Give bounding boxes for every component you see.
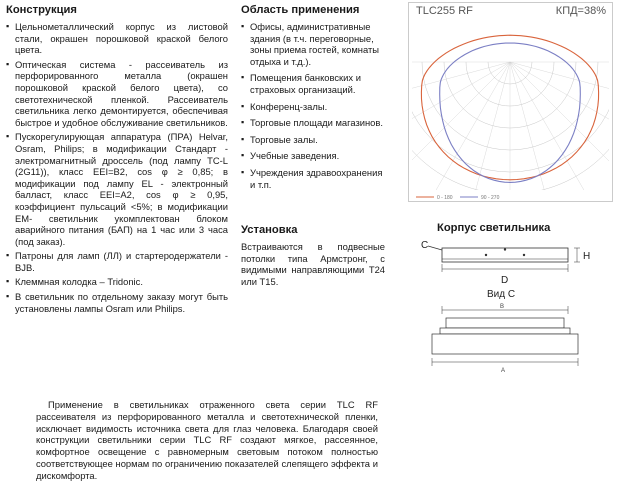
list-item: ▪ Патроны для ламп (ЛЛ) и стартеродержатели - BJB. <box>6 250 228 273</box>
diagram-frame <box>409 3 613 202</box>
list-item: ▪ Торговые залы. <box>241 134 385 146</box>
list-item: ▪ Офисы, административные здания (в т.ч. переговорные, зоны приема гостей, комнаты отдыха и т.д.). <box>241 21 385 67</box>
body-title: Корпус светильника <box>437 222 551 234</box>
luminaire-point-1 <box>485 254 487 256</box>
luminaire-bottom-flange <box>440 328 570 334</box>
luminaire-bottom-body <box>432 334 578 354</box>
list-item: ▪ Учебные заведения. <box>241 150 385 162</box>
luminaire-point-2 <box>504 248 506 250</box>
list-item: ▪ Оптическая система - рассеиватель из перфорированного металла (окрашен порошковой краской белого цвета), со светотехнической пленкой. Рассеиватель светильника легко демонтируется, обеспечивая быстрое и удобное обслуживание светильников. <box>6 59 228 129</box>
description-paragraph: Применение в светильниках отраженного света серии TLC RF рассеивателя из перфорированного металла и светотехнической пленки, исключает видимость источника света для глаз человека. Благодаря своей конструкции светильники серии TLC RF создают мягкое, рассеянное, комфортное освещение с равномерным световым потоком полностью соответствующее нормам по ограничению показателей слепящего эффекта и дискомфорта. <box>36 399 378 481</box>
diagram-efficiency: КПД=38% <box>555 5 606 17</box>
list-item: ▪ Конференц-залы. <box>241 101 385 113</box>
polar-diagram <box>408 2 613 202</box>
luminaire-bottom-top-part <box>446 318 564 328</box>
application-section <box>241 4 385 195</box>
label-b: B <box>500 304 505 310</box>
arrow-c <box>428 246 442 250</box>
list-item: ▪ Клеммная колодка – Tridonic. <box>6 276 228 288</box>
label-h: H <box>583 251 591 262</box>
view-caption: Вид C <box>487 289 516 300</box>
list-item: ▪ Помещения банковских и страховых организаций. <box>241 72 385 95</box>
body-drawing <box>412 222 612 382</box>
label-c: C <box>421 240 429 251</box>
luminaire-point-3 <box>523 254 525 256</box>
diagram-model: TLC255 RF <box>416 5 473 17</box>
installation-text: Встраиваются в подвесные потолки типа Армстронг, с видимыми направляющими T24 или T15. <box>241 241 385 287</box>
legend-label-2: 90 - 270 <box>481 195 500 201</box>
list-item: ▪ В светильник по отдельному заказу могут быть установлены лампы Osram или Philips. <box>6 291 228 314</box>
body-section <box>412 222 612 382</box>
list-item: ▪ Пускорегулирующая аппаратура (ПРА) Helvar, Osram, Philips; в модификации Стандарт - электромагнитный дроссель (под лампу TC-L (2G11)), класс EEI=B2, cos φ ≥ 0,85; в модификации под лампу EL - электронный балласт, класс EEI=A2, cos φ ≥ 0,95, коэффициент пульсаций <5%; в модификации EM- светильник укомплектован блоком аварийного питания (БАП) на 1 час или 3 часа (под заказ). <box>6 131 228 247</box>
application-title: Область применения <box>241 4 360 16</box>
construction-title: Конструкция <box>6 4 77 16</box>
construction-list <box>6 21 228 314</box>
list-item: ▪ Торговые площади магазинов. <box>241 117 385 129</box>
list-item: ▪ Учреждения здравоохранения и т.п. <box>241 167 385 190</box>
construction-section <box>6 4 228 317</box>
list-item: ▪ Цельнометаллический корпус из листовой стали, окрашен порошковой краской белого цвета. <box>6 21 228 56</box>
legend-label-1: 0 - 180 <box>437 195 453 201</box>
installation-title: Установка <box>241 224 298 236</box>
label-a: A <box>501 368 506 374</box>
application-list <box>241 21 385 190</box>
installation-section <box>241 224 385 287</box>
label-d: D <box>501 275 509 286</box>
polar-diagram-svg <box>408 2 613 202</box>
